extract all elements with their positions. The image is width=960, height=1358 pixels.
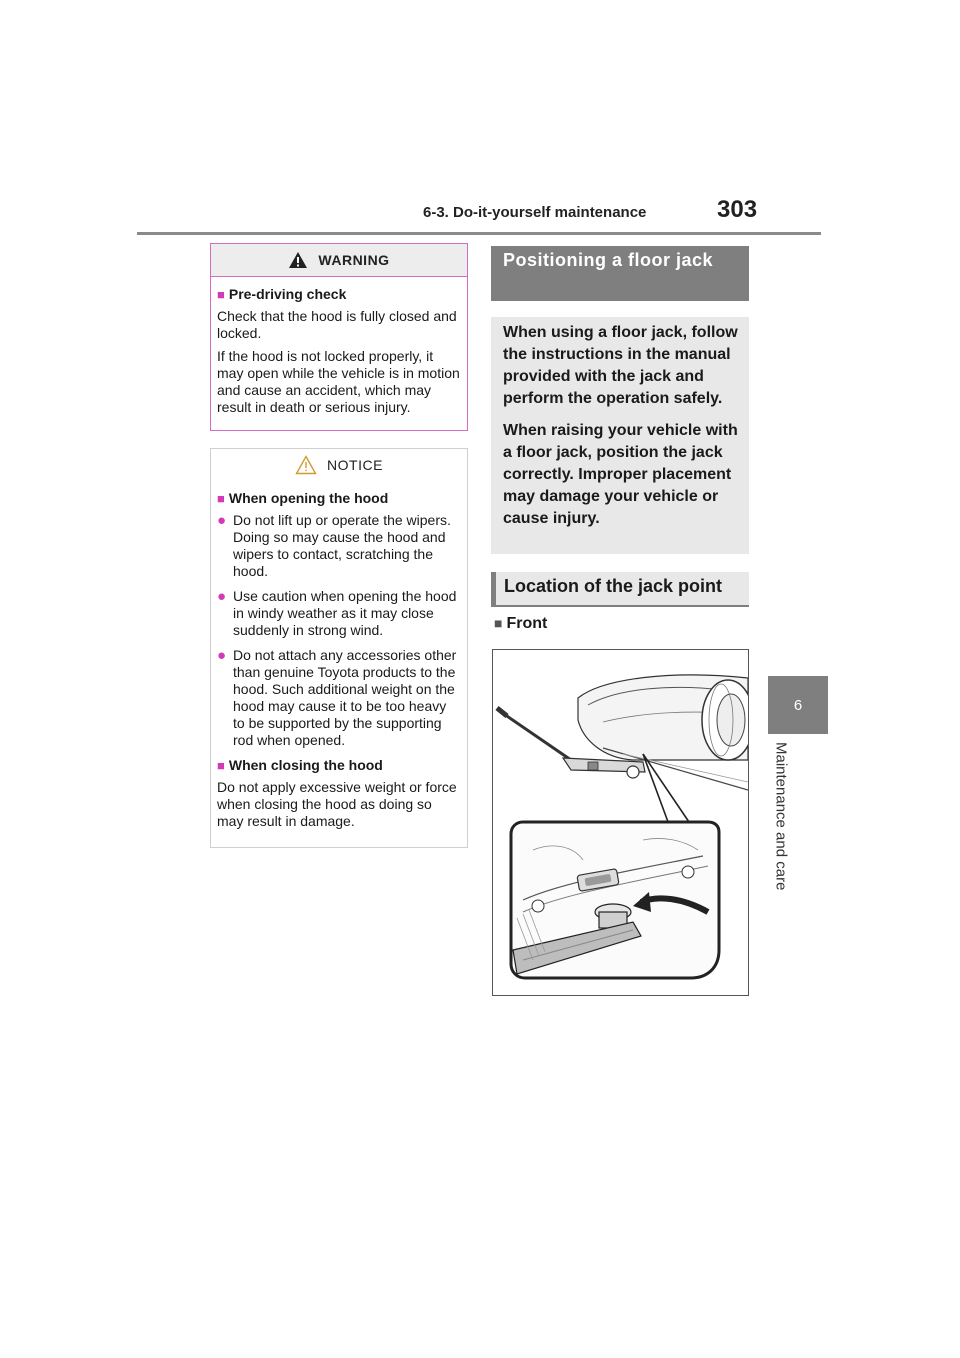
intro-paragraph: When raising your vehicle with a floor jack, position the jack correctly. Improper placement may damage your vehicle or cause injury. [503,422,738,527]
chapter-number: 6 [793,696,803,714]
page-header-title: 6-3. Do-it-yourself maintenance [423,204,647,221]
notice-subheading: ■ When opening the hood [217,490,389,506]
circle-bullet-icon: ● [217,512,227,529]
jack-point-figure [492,649,749,996]
warning-paragraph: If the hood is not locked properly, it may open while the vehicle is in motion and cause an accident, which may result in death or serious injury. [217,348,460,415]
notice-body [211,481,467,830]
page-number: 303 [717,196,758,223]
notice-subheading: ■ When closing the hood [217,757,383,773]
notice-box-header [211,449,467,481]
warning-body [211,277,467,416]
warning-box [210,243,468,431]
square-marker-icon: ■ [217,758,225,773]
section-heading-positioning: Positioning a floor jack [491,246,749,301]
notice-bullet: ● Use caution when opening the hood in windy weather as it may close suddenly in strong wind. [217,588,457,638]
notice-box [210,448,468,848]
section-heading-location: Location of the jack point [491,572,749,607]
circle-bullet-icon: ● [217,647,227,664]
square-marker-icon: ■ [217,287,225,302]
warning-subheading: ■ Pre-driving check [217,286,347,302]
header-rule [137,232,821,235]
warning-title: WARNING [318,251,390,268]
chapter-side-label: Maintenance and care [772,742,790,891]
front-label: ■ Front [494,615,548,632]
circle-bullet-icon: ● [217,588,227,605]
square-marker-icon: ■ [217,491,225,506]
jack-point-illustration [493,650,748,995]
notice-bullet: ● Do not lift up or operate the wipers. Doing so may cause the hood and wipers to contact, scratching the hood. [217,512,451,579]
warning-box-header [211,244,467,277]
notice-title: NOTICE [327,456,383,473]
notice-triangle-icon [295,455,317,475]
square-marker-icon: ■ [494,615,503,631]
warning-paragraph: Check that the hood is fully closed and locked. [217,308,457,341]
chapter-tab[interactable] [768,676,828,734]
warning-triangle-icon [288,251,308,269]
notice-paragraph: Do not apply excessive weight or force when closing the hood as doing so may result in damage. [217,779,457,829]
notice-bullet: ● Do not attach any accessories other than genuine Toyota products to the hood. Such additional weight on the hood may cause it to be too heavy to be supported by the supporting rod when opened. [217,647,457,748]
intro-box [491,317,749,554]
intro-paragraph: When using a floor jack, follow the instructions in the manual provided with the jack and perform the operation safely. [503,324,738,407]
